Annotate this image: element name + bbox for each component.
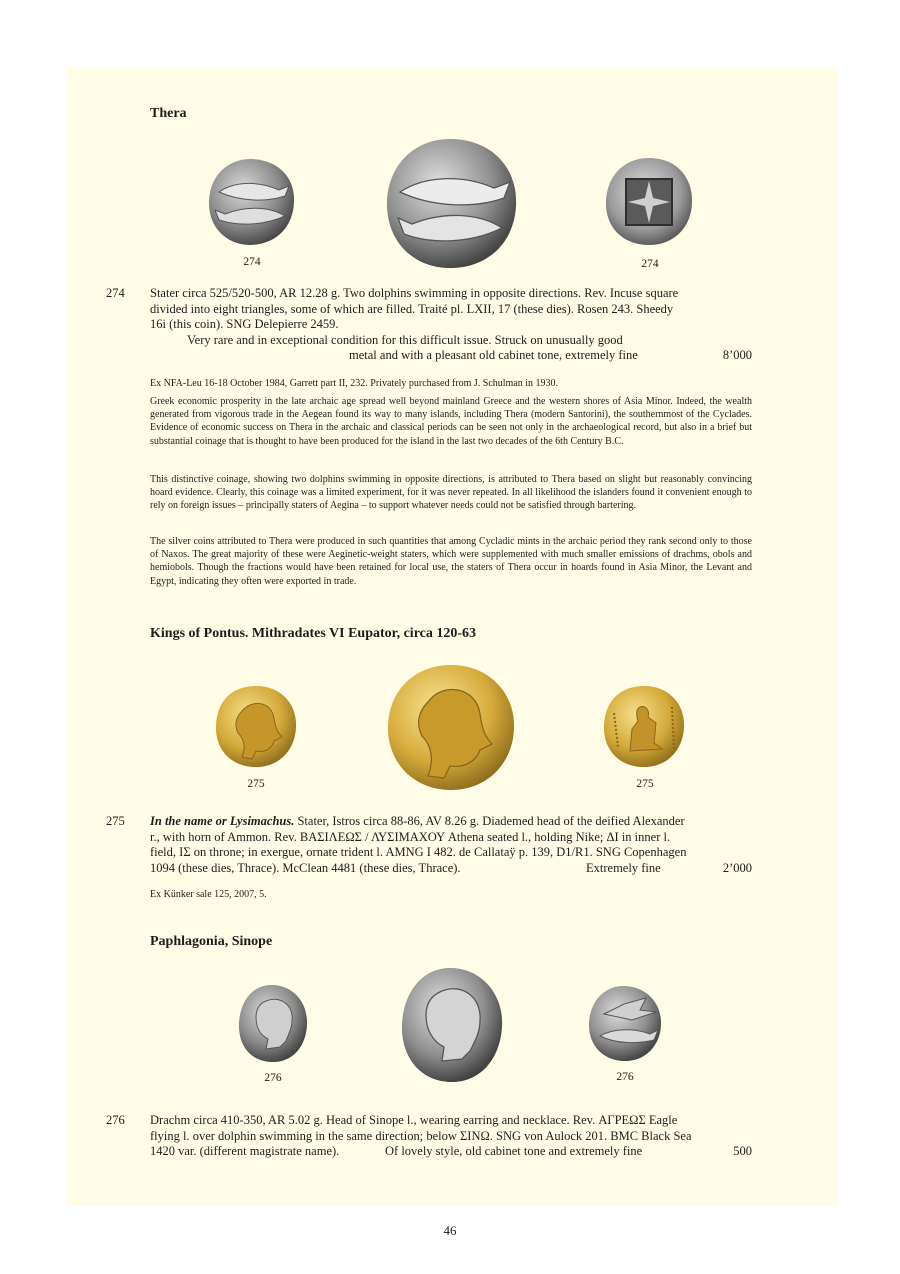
- commentary-paragraph: This distinctive coinage, showing two dolphins swimming in opposite directions, is attributed to Thera based on slight but reasonably convincing hoard evidence. Clearly, this coinage was a limited experiment, for it was never repeated. In all likelihood the islanders found it convenient enough to rely on foreign issues – principally staters of Aegina – to support whatever needs could not be satisfied through bartering.: [150, 474, 752, 512]
- lot-number: 274: [106, 286, 125, 300]
- grade-text: Extremely fine: [586, 860, 661, 875]
- grade-text: Of lovely style, old cabinet tone and extremely fine: [385, 1144, 643, 1159]
- grade-line: Very rare and in exceptional condition for this difficult issue. Struck on unusually good: [187, 332, 623, 347]
- lot-description: [150, 814, 752, 876]
- description-line: r., with horn of Ammon. Rev. ΒΑΣΙΛΕΩΣ / ΛΥΣΙΜΑΧΟΥ Athena seated l., holding Nike; ΔΙ in inner l.: [150, 829, 671, 844]
- coin-276-reverse-image: [586, 984, 664, 1064]
- coin-label: 276: [264, 1072, 282, 1084]
- description-line: Drachm circa 410-350, AR 5.02 g. Head of Sinope l., wearing earring and necklace. Rev. ΑΓΡΕΩΣ Eagle: [150, 1113, 678, 1127]
- coin-274-reverse-image: [602, 155, 696, 249]
- grade-price-line: [150, 348, 752, 364]
- description-line: 16i (this coin). SNG Delepierre 2459.: [150, 317, 339, 332]
- page-number: 46: [443, 1223, 457, 1238]
- grade-price-line: [150, 1144, 752, 1160]
- lot-number: 275: [106, 814, 125, 828]
- coin-label: 274: [641, 258, 659, 270]
- description-text: Stater, Istros circa 88-86, AV 8.26 g. Diademed head of the deified Alexander: [294, 814, 685, 828]
- lot-price: 8’000: [722, 348, 752, 363]
- lot-description: [150, 286, 752, 364]
- section-title-thera: Thera: [150, 106, 187, 121]
- lot-description: [150, 1113, 752, 1160]
- provenance-note: Ex NFA-Leu 16-18 October 1984, Garrett part II, 232. Privately purchased from J. Schulman in 1930.: [150, 378, 559, 389]
- coin-label: 275: [636, 778, 654, 790]
- coin-275-obverse-enlarged-image: [384, 662, 518, 794]
- section-title-pontus: Kings of Pontus. Mithradates VI Eupator, circa 120-63: [150, 626, 477, 641]
- description-text: 1420 var. (different magistrate name).: [150, 1144, 340, 1159]
- coin-label: 274: [243, 256, 261, 268]
- lot-price: 500: [733, 1144, 752, 1159]
- coin-276-obverse-enlarged-image: [398, 965, 506, 1085]
- description-line: field, ΙΣ on throne; in exergue, ornate trident l. AMNG I 482. de Callataÿ p. 139, D1/R1. SNG Copenhagen: [150, 845, 687, 860]
- grade-price-line: [150, 861, 752, 877]
- coin-label: 276: [616, 1071, 634, 1083]
- coin-274-obverse-image: [205, 156, 297, 248]
- coin-276-obverse-image: [236, 983, 310, 1065]
- lot-title: In the name or Lysimachus.: [150, 814, 295, 828]
- commentary-paragraph: Greek economic prosperity in the late archaic age spread well beyond mainland Greece and the western shores of Asia Minor. Indeed, the wealth generated from vigorous trade in the Aegean found its way to many islands, including Thera (modern Santorini), the southernmost of the Cyclades. Evidence of economic success on Thera in the archaic and classical periods can be seen not only in the archaeological record, but also in a brief but substantial coinage that is thought to have been produced for the island in the last two decades of the 6th Century B.C.: [150, 396, 752, 447]
- description-line: [150, 814, 752, 830]
- description-line: Stater circa 525/520-500, AR 12.28 g. Two dolphins swimming in opposite directions. Rev. Incuse square: [150, 286, 679, 300]
- lot-price: 2’000: [722, 860, 752, 875]
- commentary-paragraph: The silver coins attributed to Thera were produced in such quantities that among Cycladic mints in the archaic period they rank second only to those of Naxos. The great majority of these were Aeginetic-weight staters, which were supplemented with much smaller emissions of drachms, obols and hemiobols. Though the fractions would have been retained for local use, the staters of Thera occur in hoards found in Asia Minor, the Levant and Egypt, indicating they often were exported in trade.: [150, 536, 752, 587]
- coin-275-reverse-image: [600, 683, 688, 771]
- provenance-note: Ex Künker sale 125, 2007, 5.: [150, 889, 267, 900]
- grade-text: metal and with a pleasant old cabinet tone, extremely fine: [349, 348, 638, 363]
- description-line: flying l. over dolphin swimming in the same direction; below ΣΙΝΩ. SNG von Aulock 201. BMC Black Sea: [150, 1128, 692, 1143]
- description-text: 1094 (these dies, Thrace). McClean 4481 (these dies, Thrace).: [150, 860, 461, 875]
- lot-number: 276: [106, 1113, 125, 1127]
- coin-274-obverse-enlarged-image: [382, 136, 520, 272]
- description-line: divided into eight triangles, some of which are filled. Traité pl. LXII, 17 (these dies). Rosen 243. Sheedy: [150, 301, 674, 316]
- coin-label: 275: [247, 778, 265, 790]
- coin-275-obverse-image: [212, 683, 300, 771]
- section-title-sinope: Paphlagonia, Sinope: [150, 934, 273, 949]
